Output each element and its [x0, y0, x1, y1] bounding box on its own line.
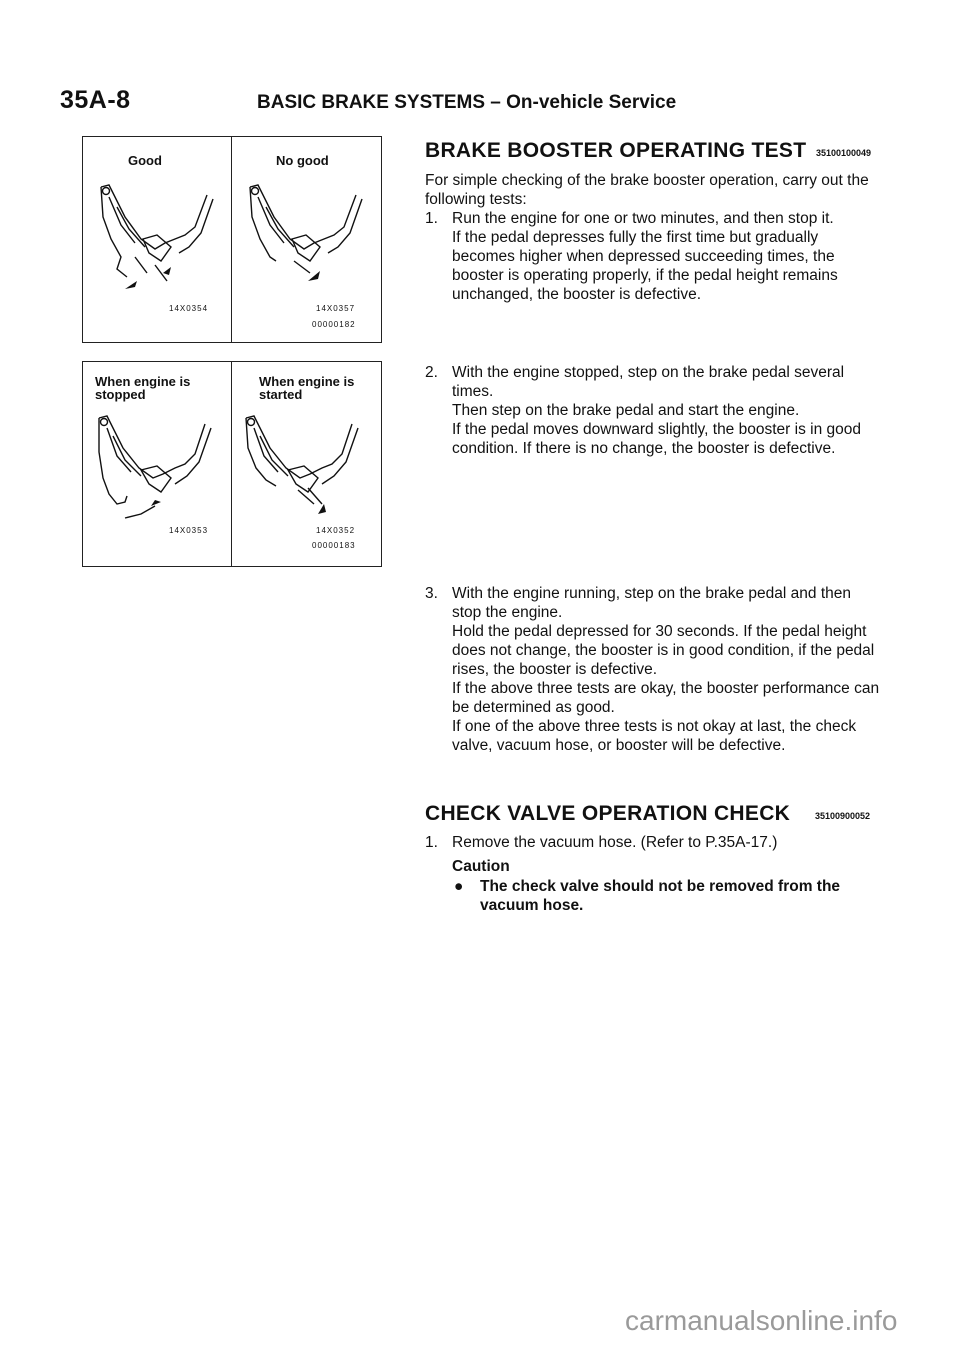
page-number: 35A-8: [60, 86, 131, 114]
pedal-good-illustration: [95, 177, 225, 307]
pedal-engine-stopped-illustration: [95, 408, 225, 528]
caution-text: The check valve should not be removed from the vacuum hose.: [480, 878, 841, 914]
step-number: 3.: [425, 585, 438, 602]
step-number: 1.: [425, 834, 438, 851]
figure-panel-started: [232, 362, 380, 566]
step-text: If the pedal depresses fully the first time but gradually becomes higher when depressed succeeding times, the booster is operating properly, if the pedal height remains unchanged, the booster is defective.: [452, 229, 838, 303]
code-good: 14X0354: [169, 304, 209, 313]
step-text: Then step on the brake pedal and start the engine.: [452, 402, 800, 419]
caption-engine-started: When engine is started: [259, 374, 355, 402]
caption-engine-stopped: When engine is stopped: [95, 374, 191, 402]
step-text: If the above three tests are okay, the booster performance can be determined as good.: [452, 680, 880, 716]
step-text: With the engine running, step on the brake pedal and then stop the engine.: [452, 585, 851, 621]
step-text: Run the engine for one or two minutes, and then stop it.: [452, 210, 834, 227]
caption-no-good: No good: [276, 153, 329, 168]
code-no-good: 14X0357: [316, 304, 356, 313]
caption-good: Good: [128, 153, 162, 168]
step-text: Remove the vacuum hose. (Refer to P.35A-17.): [452, 834, 778, 851]
code-engine-started: 14X0352: [316, 526, 356, 535]
code-engine-stopped: 14X0353: [169, 526, 209, 535]
caution-item: [452, 877, 890, 915]
figure-engine-stopped-started: [82, 361, 382, 567]
figure-good-no-good: [82, 136, 382, 343]
step-text: Hold the pedal depressed for 30 seconds. If the pedal height does not change, the booster is in good condition, if the pedal rises, the booster is defective.: [452, 623, 875, 678]
step-number: 1.: [425, 210, 438, 227]
figure-panel-no-good: [232, 137, 380, 342]
page-title: BASIC BRAKE SYSTEMS – On-vehicle Service: [257, 92, 677, 113]
section-code-check-valve: 35100900052: [815, 811, 871, 821]
figure-panel-stopped: [83, 362, 231, 566]
step-text: If the pedal moves downward slightly, the booster is in good condition. If there is no change, the booster is defective.: [452, 421, 861, 457]
step-text: With the engine stopped, step on the brake pedal several times.: [452, 364, 845, 400]
step-number: 2.: [425, 364, 438, 381]
caution-title: Caution: [452, 858, 510, 875]
figure2-code: 00000183: [312, 541, 356, 550]
step-text: If one of the above three tests is not okay at last, the check valve, vacuum hose, or booster will be defective.: [452, 718, 857, 754]
section-title-check-valve: CHECK VALVE OPERATION CHECK: [425, 802, 791, 825]
section-title-brake-booster: BRAKE BOOSTER OPERATING TEST: [425, 139, 807, 162]
section-intro: For simple checking of the brake booster operation, carry out the following tests:: [425, 172, 869, 208]
pedal-engine-started-illustration: [242, 408, 372, 528]
figure1-code: 00000182: [312, 320, 356, 329]
bullet-icon: ●: [454, 878, 464, 895]
watermark: carmanualsonline.info: [625, 1305, 898, 1336]
pedal-no-good-illustration: [244, 177, 374, 307]
section-code-brake-booster: 35100100049: [816, 148, 872, 158]
figure-panel-good: [83, 137, 231, 342]
